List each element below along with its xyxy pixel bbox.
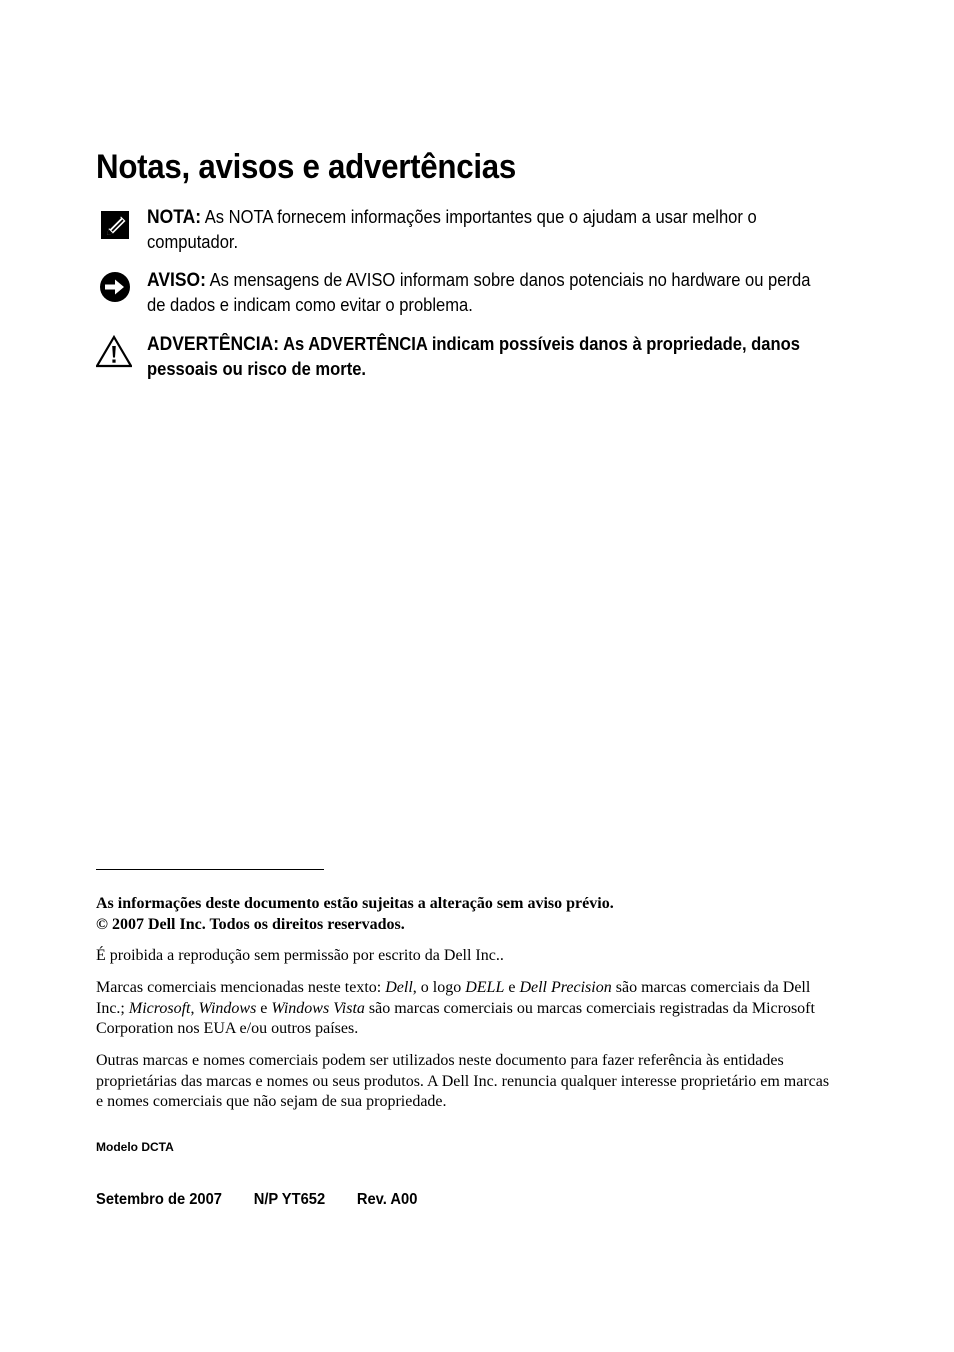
other-trademarks-text: Outras marcas e nomes comerciais podem ser utilizados neste documento para fazer referência às entidades proprietárias das marcas e nomes ou seus produtos. A Dell Inc. renuncia qualquer interesse proprietário em marcas e nomes comerciais que não sejam de sua propriedade. [96, 1052, 830, 1110]
trademark-dell: Dell [385, 979, 413, 996]
note-label: NOTA: [147, 207, 202, 228]
trademarks-notice [96, 978, 836, 1040]
warning-label: ADVERTÊNCIA: [147, 334, 280, 355]
trademark-dell-precision: Dell Precision [519, 979, 612, 996]
notice-label: AVISO: [147, 270, 206, 291]
publication-date: Setembro de 2007 [96, 1191, 222, 1208]
part-number: N/P YT652 [253, 1191, 326, 1208]
arrow-circle-icon [96, 270, 132, 306]
trademarks-segment: e [504, 979, 520, 996]
page-title: Notas, avisos e advertências [96, 148, 516, 186]
trademarks-segment: são marcas comerciais ou marcas comerciais registradas da Microsoft Corporation nos EUA e/ou outros países. [96, 999, 815, 1037]
warning-text [147, 332, 828, 382]
separator-rule [96, 869, 324, 870]
reproduction-notice [96, 946, 836, 967]
legal-change-notice: As informações deste documento estão sujeitas a alteração sem aviso prévio. [96, 895, 614, 912]
warning-body: As ADVERTÊNCIA indicam possíveis danos à propriedade, danos pessoais ou risco de morte. [147, 334, 800, 379]
model-number: Modelo DCTA [96, 1140, 174, 1154]
trademarks-segment: , o logo [412, 979, 466, 996]
note-text [147, 205, 828, 255]
reproduction-text: É proibida a reprodução sem permissão por escrito da Dell Inc.. [96, 947, 504, 964]
note-body: As NOTA fornecem informações importantes que o ajudam a usar melhor o computador. [147, 207, 757, 252]
trademarks-text [96, 978, 836, 1040]
trademarks-segment: Marcas comerciais mencionadas neste texto: [96, 979, 386, 996]
other-trademarks-notice [96, 1051, 836, 1113]
warning-triangle-icon [96, 334, 132, 370]
footer-info [96, 1191, 445, 1209]
trademark-dell-logo: DELL [465, 979, 505, 996]
trademarks-segment: e [256, 999, 272, 1017]
copyright: © 2007 Dell Inc. Todos os direitos reservados. [96, 915, 405, 933]
revision: Rev. A00 [356, 1191, 418, 1208]
notice-body: As mensagens de AVISO informam sobre danos potenciais no hardware ou perda de dados e indicam como evitar o problema. [147, 270, 811, 315]
trademark-windows-vista: Windows Vista [271, 999, 365, 1017]
legal-notice [96, 894, 836, 935]
trademarks-segment: , [190, 999, 199, 1017]
pencil-note-icon [96, 207, 132, 243]
trademark-microsoft: Microsoft [128, 999, 191, 1017]
trademarks-segment: são marcas comerciais da Dell Inc.; [96, 979, 811, 1017]
trademark-windows: Windows [198, 999, 257, 1017]
notice-text [147, 268, 828, 318]
